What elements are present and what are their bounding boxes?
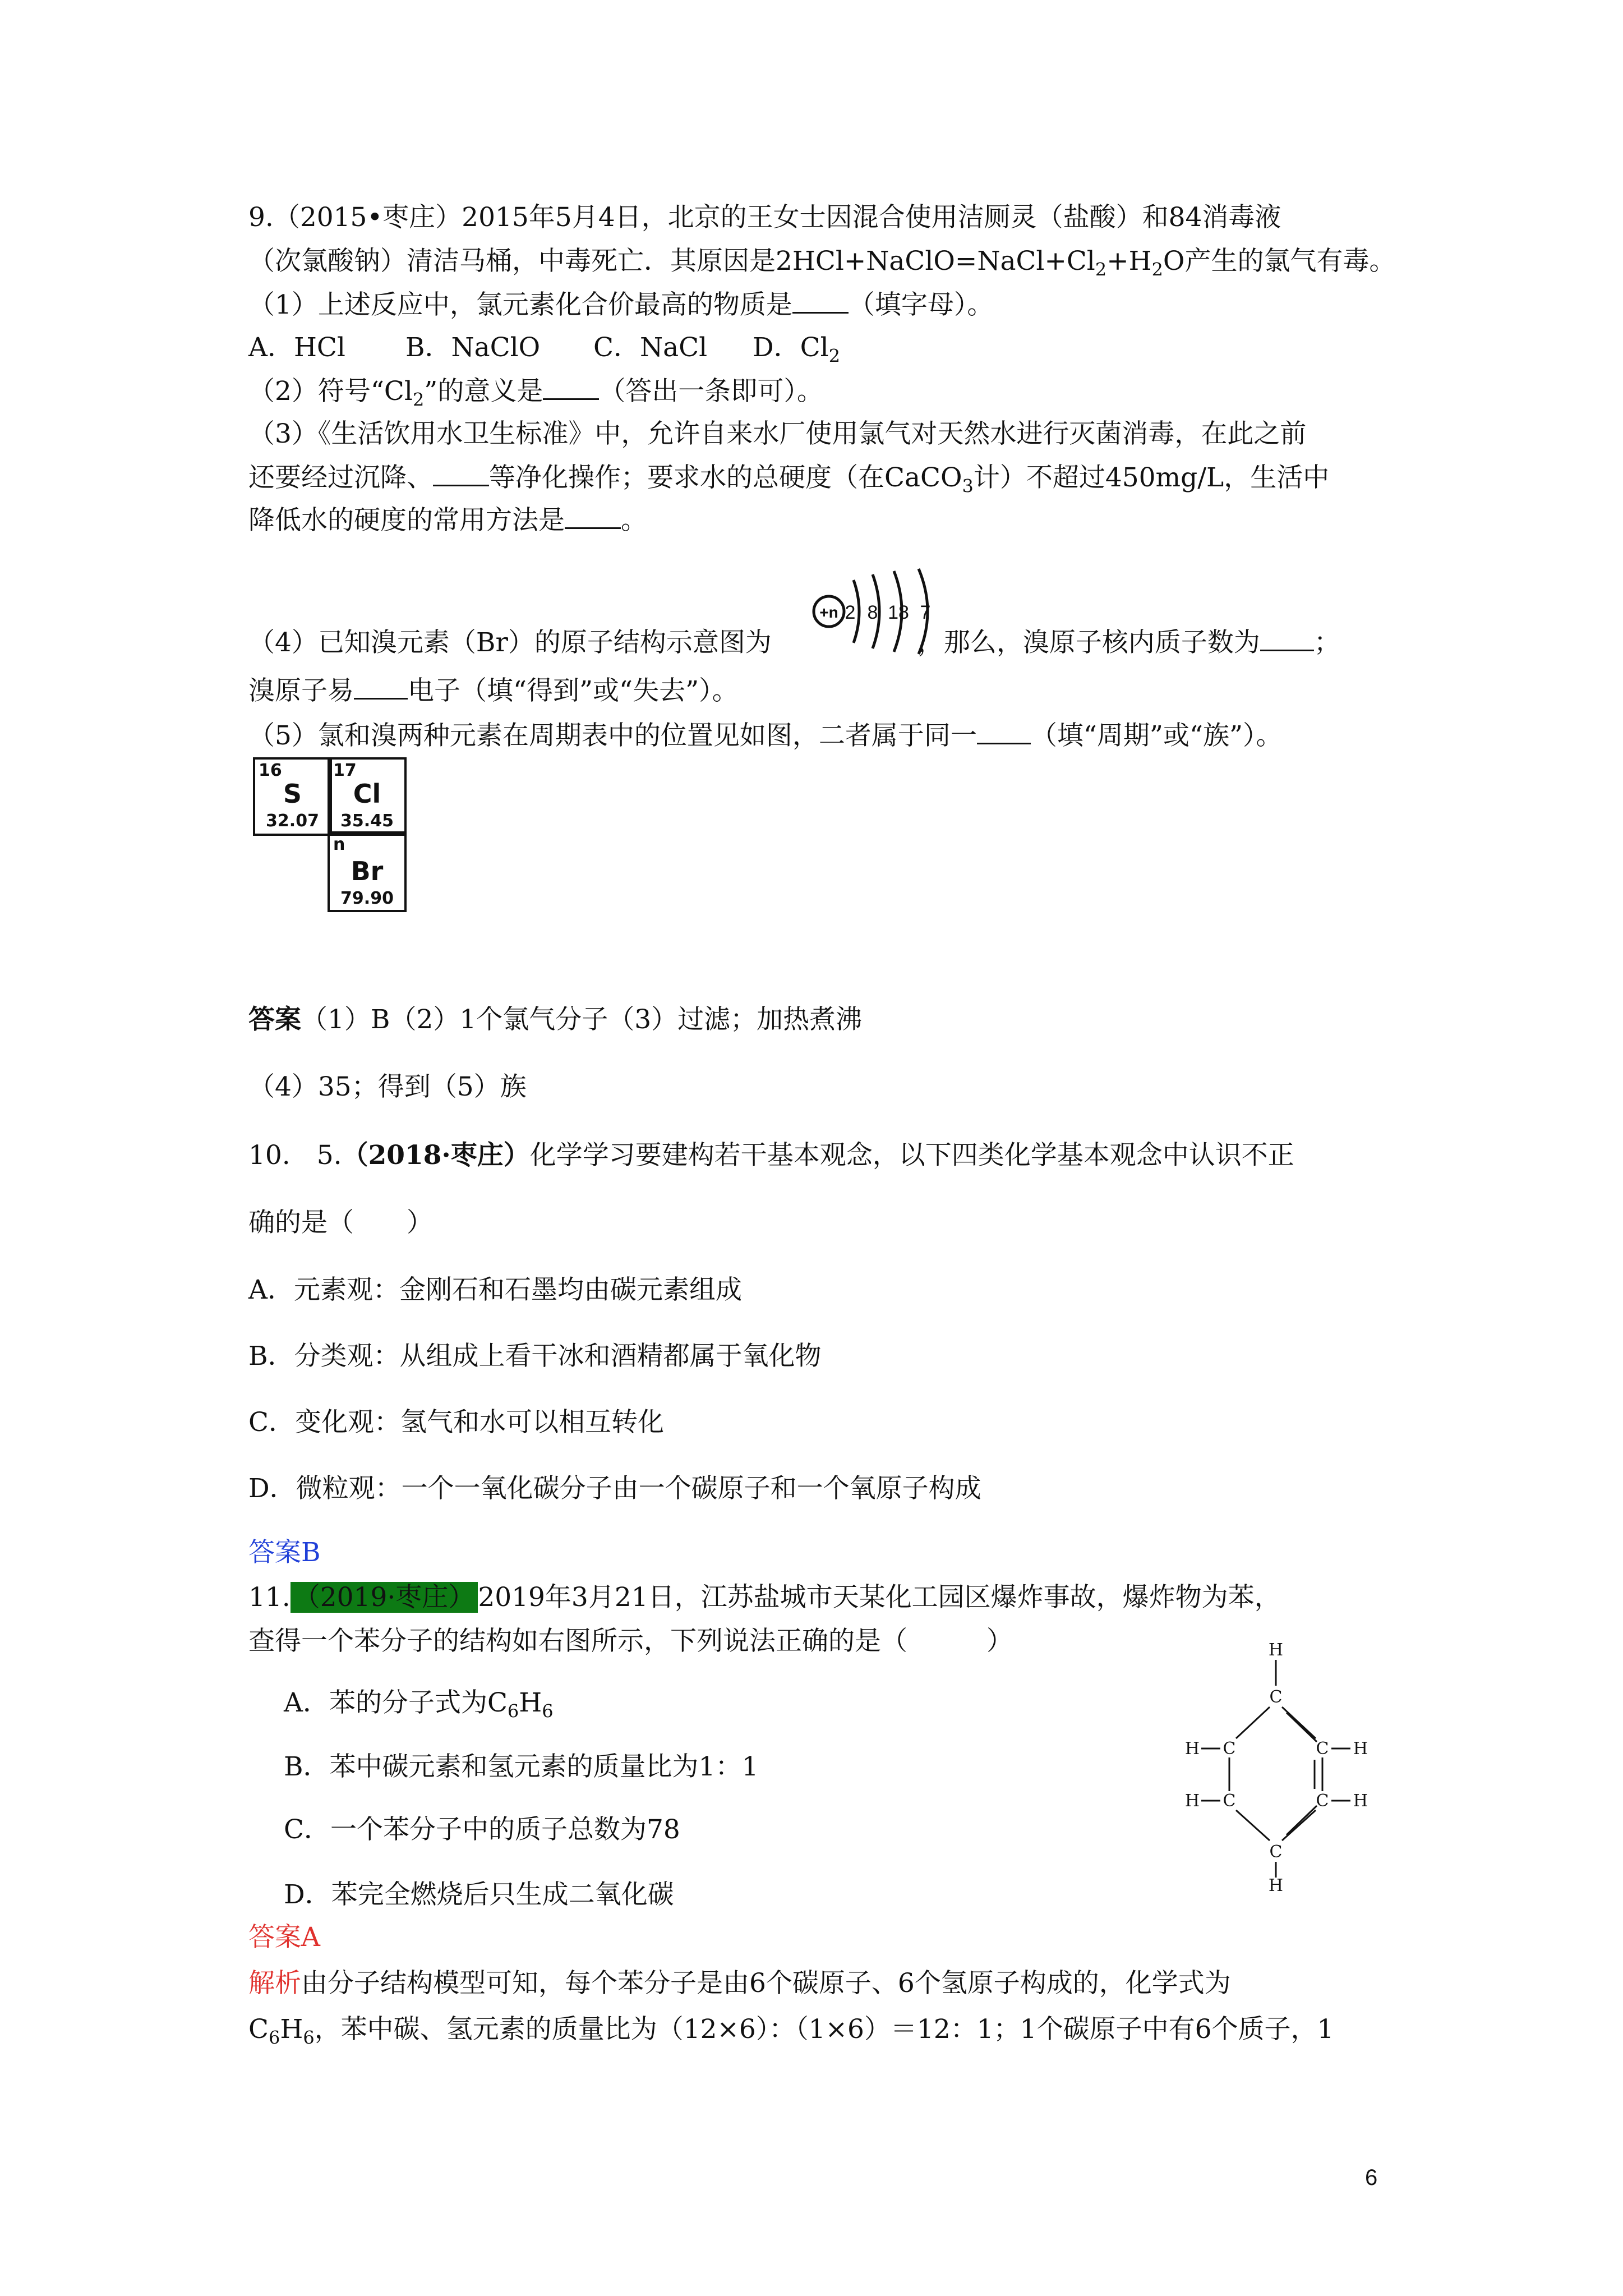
shell-3-count: 18 — [888, 602, 909, 623]
atom-nucleus: +n — [819, 604, 838, 621]
q9-part4-line1: （4）已知溴元素（Br）的原子结构示意图为 ，那么，溴原子核内质子数为 ； — [248, 625, 1340, 660]
q11-option-b: B．苯中碳元素和氢元素的质量比为1：1 — [284, 1751, 759, 1782]
hydrogen-label: H — [1268, 1640, 1284, 1660]
page-number: 6 — [1365, 2165, 1378, 2190]
q10-option-a: A．元素观：金刚石和石墨均由碳元素组成 — [248, 1274, 742, 1305]
q9-option-a: A．HCl — [248, 332, 345, 363]
carbon-label: C — [1316, 1791, 1329, 1811]
element-bromine: n Br 79.90 — [328, 831, 407, 912]
q10-stem-line1: 10. 5.（2018·枣庄）化学学习要建构若干基本观念，以下四类化学基本观念中认识不正 — [248, 1140, 1294, 1171]
q11-option-a: A．苯的分子式为$C_6H_6$ — [284, 1687, 554, 1722]
q9-part4-line2: 溴原子易 电子（填“得到”或“失去”）。 — [248, 673, 739, 708]
q9-answer-line2: （4）35；得到（5）族 — [248, 1071, 527, 1102]
q10-answer: 答案B — [248, 1537, 321, 1568]
benzene-structure — [1172, 1635, 1385, 1893]
carbon-label: C — [1223, 1791, 1236, 1811]
carbon-label: C — [1223, 1739, 1236, 1759]
q9-option-b: B．NaClO — [405, 332, 541, 363]
q10-stem-line2: 确的是（ ） — [248, 1207, 433, 1238]
answer-blank — [792, 287, 849, 314]
q9-part1: （1）上述反应中，氯元素化合价最高的物质是 （填字母）。 — [248, 287, 993, 322]
hydrogen-label: H — [1184, 1739, 1200, 1759]
q10-option-c: C．变化观：氢气和水可以相互转化 — [248, 1407, 664, 1438]
answer-blank — [433, 460, 489, 486]
q9-part2: （2）符号“$Cl_2$”的意义是 （答出一条即可）。 — [248, 374, 823, 408]
q11-option-c: C．一个苯分子中的质子总数为78 — [284, 1814, 680, 1845]
q9-part5: （5）氯和溴两种元素在周期表中的位置见如图，二者属于同一 （填“周期”或“族”）。 — [248, 718, 1283, 753]
hydrogen-label: H — [1353, 1739, 1368, 1759]
q9-answer-line1: 答案（1）B（2）1个氯气分子（3）过滤；加热煮沸 — [248, 1004, 863, 1035]
q10-option-b: B．分类观：从组成上看干冰和酒精都属于氧化物 — [248, 1341, 822, 1372]
q11-answer: 答案A — [248, 1922, 320, 1953]
q11-analysis-line1: 解析由分子结构模型可知，每个苯分子是由6个碳原子、6个氢原子构成的，化学式为 — [248, 1968, 1231, 1999]
q11-analysis-line2: $C_6H_6$，苯中碳、氢元素的质量比为（12×6）：（1×6）＝12：1；1个碳原子中有6个质子，1 — [248, 2014, 1334, 2049]
source-highlight: （2019·枣庄） — [291, 1582, 478, 1613]
hydrogen-label: H — [1353, 1791, 1368, 1811]
q9-intro-line1: 9.（2015•枣庄）2015年5月4日，北京的王女士因混合使用洁厕灵（盐酸）和84消毒液 — [248, 202, 1281, 233]
element-chlorine: 17 Cl 35.45 — [328, 757, 407, 836]
q11-stem-line1: 11. （2019·枣庄） 2019年3月21日，江苏盐城市天某化工园区爆炸事故，爆炸物为苯， — [248, 1582, 1281, 1613]
carbon-label: C — [1269, 1687, 1283, 1707]
q9-part3-line1: （3）《生活饮用水卫生标准》中，允许自来水厂使用氯气对天然水进行灭菌消毒，在此之前 — [248, 418, 1307, 449]
answer-blank — [977, 718, 1031, 744]
hydrogen-label: H — [1268, 1876, 1284, 1893]
answer-blank — [354, 673, 408, 700]
q9-part3-line2: 还要经过沉降、 等净化操作；要求水的总硬度（在CaCO$_3$计）不超过450mg/L，生活中 — [248, 460, 1329, 495]
q9-option-c: C．NaCl — [593, 332, 708, 363]
q10-option-d: D．微粒观：一个一氧化碳分子由一个碳原子和一个氧原子构成 — [248, 1473, 981, 1504]
answer-blank — [565, 503, 621, 529]
q11-stem-line2: 查得一个苯分子的结构如右图所示，下列说法正确的是（ ） — [248, 1626, 1013, 1657]
element-sulfur: 16 S 32.07 — [253, 757, 332, 836]
hydrogen-label: H — [1184, 1791, 1200, 1811]
q11-option-d: D．苯完全燃烧后只生成二氧化碳 — [284, 1879, 674, 1910]
q9-part3-line3: 降低水的硬度的常用方法是 。 — [248, 503, 647, 537]
shell-4-count: 7 — [920, 602, 931, 623]
shell-2-count: 8 — [867, 602, 878, 623]
carbon-label: C — [1316, 1739, 1329, 1759]
answer-blank — [1260, 625, 1314, 651]
q9-intro-line2: （次氯酸钠）清洁马桶，中毒死亡．其原因是$2HCl+NaClO=NaCl+Cl_2+H_2O$产生的氯气有毒。 — [248, 246, 1396, 280]
q9-option-d: D．$Cl_2$ — [753, 332, 841, 367]
answer-blank — [543, 374, 599, 400]
carbon-label: C — [1269, 1842, 1283, 1862]
shell-1-count: 2 — [845, 602, 856, 623]
